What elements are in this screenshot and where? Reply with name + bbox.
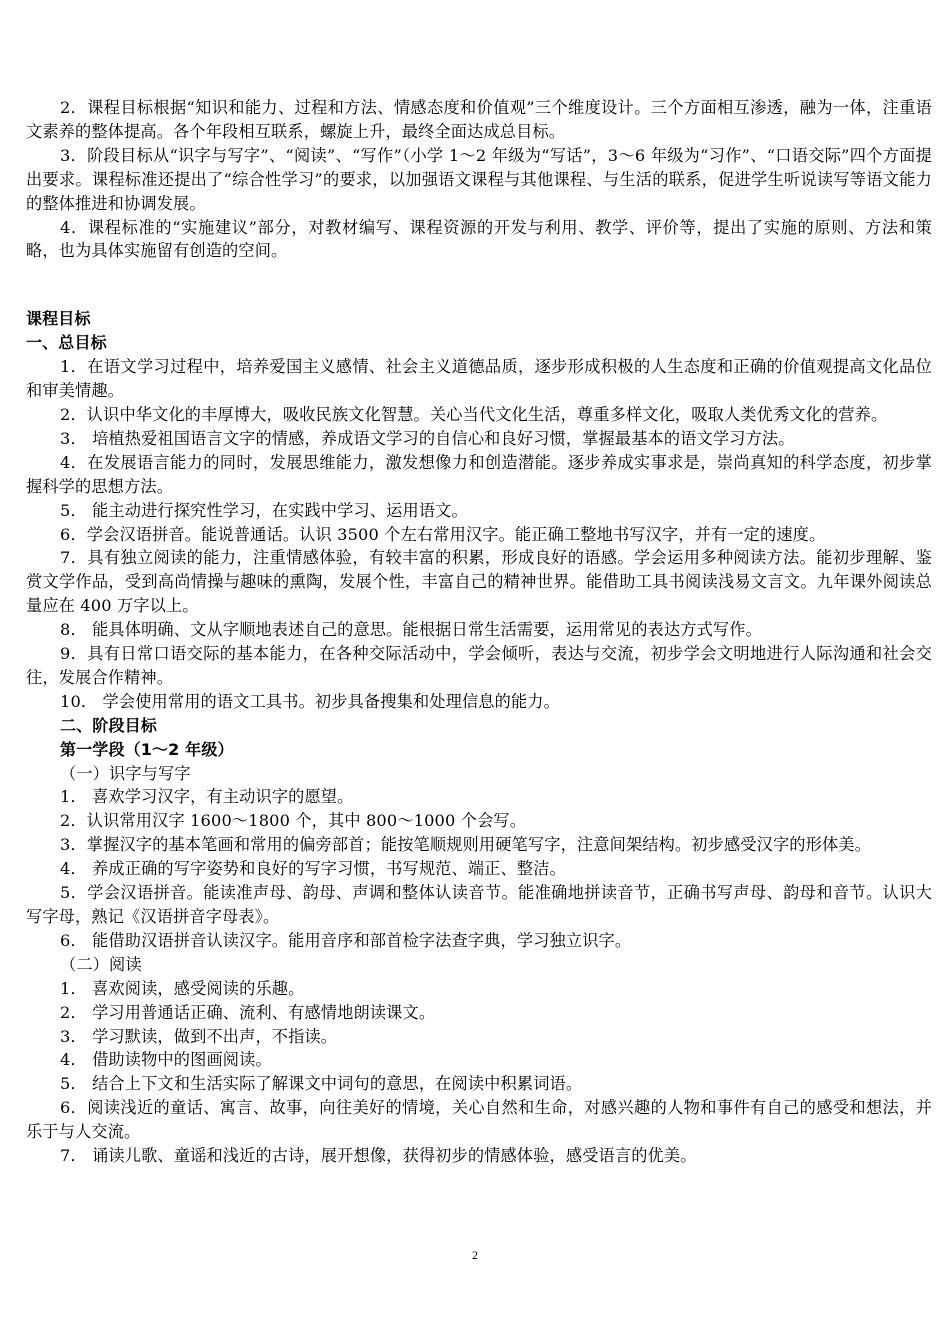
literacy-item: 1． 喜欢学习汉字，有主动识字的愿望。 — [60, 787, 354, 807]
general-goal-item: 2．认识中华文化的丰厚博大，吸收民族文化智慧。关心当代文化生活，尊重多样文化，吸取人类优秀文化的营养。 — [60, 404, 888, 424]
page-content — [26, 96, 932, 1168]
reading-item: 6．阅读浅近的童话、寓言、故事，向往美好的情境，关心自然和生命，对感兴趣的人物和事件有自己的感受和想法，并乐于与人交流。 — [26, 1098, 932, 1142]
general-goal-item: 9．具有日常口语交际的基本能力，在各种交际活动中，学会倾听，表达与交流，初步学会文明地进行人际沟通和社会交往，发展合作精神。 — [26, 644, 932, 687]
intro-paragraph-4: 4．课程标准的“实施建议”部分，对教材编写、课程资源的开发与利用、教学、评价等，提出了实施的原则、方法和策略，也为具体实施留有创造的空间。 — [26, 217, 932, 261]
general-goal-item: 4．在发展语言能力的同时，发展思维能力，激发想像力和创造潜能。逐步养成实事求是，崇尚真知的科学态度，初步掌握科学的思想方法。 — [26, 452, 932, 496]
general-goal-item: 8． 能具体明确、文从字顺地表述自己的意思。能根据日常生活需要，运用常见的表达方式写作。 — [60, 620, 762, 640]
intro-paragraph-2: 2．课程目标根据“知识和能力、过程和方法、情感态度和价值观”三个维度设计。三个方面相互渗透，融为一体，注重语文素养的整体提高。各个年段相互联系，螺旋上升，最终全面达成总目标。 — [26, 98, 932, 141]
literacy-item: 5．学会汉语拼音。能读准声母、韵母、声调和整体认读音节。能准确地拼读音节，正确书写声母、韵母和音节。认识大写字母，熟记《汉语拼音字母表》。 — [26, 883, 932, 926]
general-goal-item: 1．在语文学习过程中，培养爱国主义感情、社会主义道德品质，逐步形成积极的人生态度和正确的价值观提高文化品位和审美情趣。 — [26, 357, 932, 401]
reading-item: 5． 结合上下文和生活实际了解课文中词句的意思，在阅读中积累词语。 — [60, 1074, 583, 1094]
literacy-item: 2．认识常用汉字 1600～1800 个，其中 800～1000 个会写。 — [60, 811, 527, 831]
reading-item: 7． 诵读儿歌、童谣和浅近的古诗，展开想像，获得初步的情感体验，感受语言的优美。 — [60, 1146, 697, 1166]
section-gap — [26, 263, 932, 307]
general-goal-item: 7．具有独立阅读的能力，注重情感体验，有较丰富的积累，形成良好的语感。学会运用多种阅读方法。能初步理解、鉴赏文学作品，受到高尚情操与趣味的熏陶，发展个性，丰富自己的精神世界。能借助工具书阅读浅易文言文。九年课外阅读总量应在 400 万字以上。 — [26, 548, 932, 616]
reading-item: 2． 学习用普通话正确、流利、有感情地朗读课文。 — [60, 1002, 436, 1022]
reading-subheading: （二）阅读 — [60, 954, 142, 974]
literacy-item: 6． 能借助汉语拼音认读汉字。能用音序和部首检字法查字典，学习独立识字。 — [60, 930, 632, 950]
general-goal-item: 3． 培植热爱祖国语言文字的情感，养成语文学习的自信心和良好习惯，掌握最基本的语文学习方法。 — [60, 428, 795, 448]
general-goal-item: 10． 学会使用常用的语文工具书。初步具备搜集和处理信息的能力。 — [60, 691, 560, 711]
reading-item: 3． 学习默读，做到不出声，不指读。 — [60, 1026, 338, 1046]
general-goals-heading: 一、总目标 — [26, 333, 107, 353]
literacy-item: 4． 养成正确的写字姿势和良好的写字习惯，书写规范、端正、整洁。 — [60, 859, 566, 879]
reading-item: 1． 喜欢阅读，感受阅读的乐趣。 — [60, 978, 305, 998]
literacy-item: 3．掌握汉字的基本笔画和常用的偏旁部首；能按笔顺规则用硬笔写字，注意间架结构。初步感受汉字的形体美。 — [60, 835, 871, 855]
general-goal-item: 6．学会汉语拼音。能说普通话。认识 3500 个左右常用汉字。能正确工整地书写汉字，并有一定的速度。 — [60, 524, 826, 544]
page-number: 2 — [472, 1248, 478, 1262]
general-goal-item: 5． 能主动进行探究性学习，在实践中学习、运用语文。 — [60, 500, 468, 520]
intro-paragraph-3: 3．阶段目标从“识字与写字”、“阅读”、“写作”（小学 1～2 年级为“写话”，3～6 年级为“习作”、“口语交际”四个方面提出要求。课程标准还提出了“综合性学习”的要求，以加强语文课程与其他课程、与生活的联系，促进学生听说读写等语文能力的整体推进和协调发展。 — [26, 145, 932, 213]
stage-goals-heading: 二、阶段目标 — [60, 715, 157, 735]
stage1-heading: 第一学段（1～2 年级） — [60, 739, 234, 759]
reading-item: 4． 借助读物中的图画阅读。 — [60, 1050, 272, 1070]
literacy-subheading: （一）识字与写字 — [60, 763, 191, 783]
section-title: 课程目标 — [26, 309, 91, 329]
